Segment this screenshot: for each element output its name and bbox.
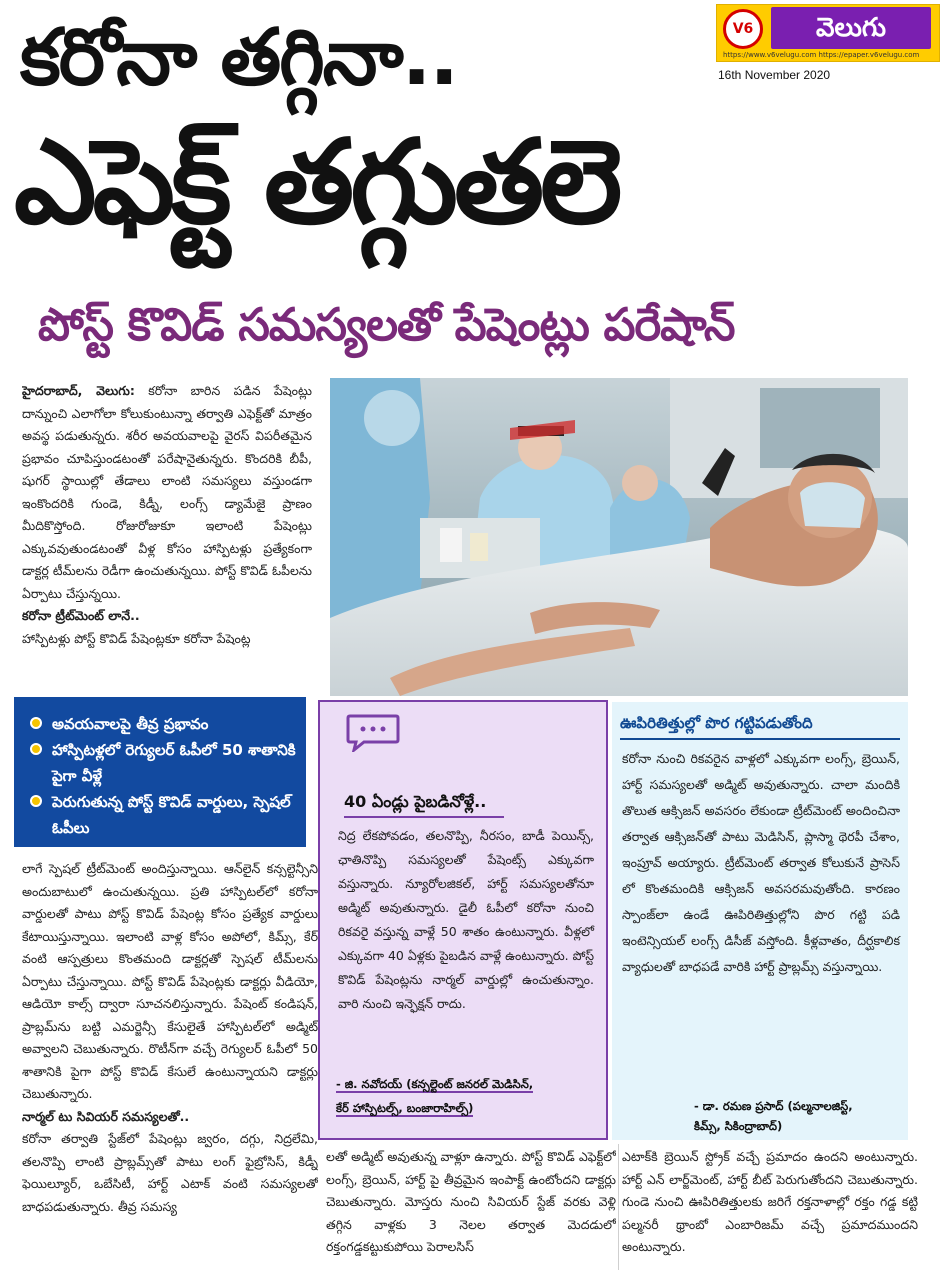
side-panel-body: కరోనా నుంచి రికవరైన వాళ్లలో ఎక్కువగా లంగ్స్, బ్రెయిన్, హార్ట్ సమస్యలతో అడ్మిట్ అవుతున్నారు. చాలా మందికి తొలుత ఆక్సిజన్ అవసరం లేకుండా ట్రీట్​మెంట్ అందించినా తర్వాత ఆక్సిజన్​తో పాటు మెడిసిన్, ప్లాస్మా థెరపీ చేశాం, ఇంప్రూవ్ అయ్యారు. ట్రీట్​మెంట్ తర్వాత కోలుకునే ప్రాసెస్​లో కొంతమందికి ఆక్సిజన్ అవసరమవుతోంది. కారణం స్పాంజ్​లా ఉండే ఊపిరితిత్తుల్లోని పొర గట్టి పడి ఇంటెన్సియల్ లంగ్స్ డిసీజ్ వస్తోంది. కీళ్లవాతం, దీర్ఘకాలిక వ్యాధులతో బాధపడే వారికి హార్ట్ ప్రాబ్లమ్స్ వస్తున్నాయి. [622, 751, 900, 974]
highlight-item [30, 737, 296, 789]
hospital-photo [330, 378, 908, 696]
chat-bubble-icon [346, 714, 400, 752]
masthead [716, 4, 940, 62]
highlight-text: హాస్పిటళ్లలో రెగ్యులర్ ఓపీలో 50 శాతానికి పైగా వీళ్లే [52, 741, 296, 785]
side-panel-title: ఊపిరితిత్తుల్లో పొర గట్టిపడుతోంది [620, 714, 813, 732]
bullet-icon [30, 717, 42, 729]
quote-body: నిద్ర లేకపోవడం, తలనొప్పి, నీరసం, బాడీ పెయిన్స్, ఛాతినొప్పి సమస్యలతో పేషెంట్స్ ఎక్కువగా వస్తున్నారు. న్యూరోలజికల్, హార్ట్ సమస్యలతోనూ అడ్మిట్ అవుతున్నారు. డైలీ ఓపీలో కరోనా నుంచి రికవరై వస్తున్న వాళ్లే 50 శాతం ఉంటున్నారు. వీళ్లలో ఎక్కువగా 40 ఏళ్లకు పైబడిన వాళ్లే ఉంటున్నారు. పోస్ట్ కొవిడ్ పేషెంట్లను నార్మల్ వార్డుల్లో ఉంచుతున్నాం. వారి నుంచి ఇన్ఫెక్షన్ రాదు. [338, 828, 594, 1011]
quote-author-line-2: కేర్ హాస్పిటల్స్, బంజారాహిల్స్) [336, 1101, 474, 1115]
article-column-middle-bottom: లతో అడ్మిట్ అవుతున్న వాళ్లూ ఉన్నారు. పోస్ట్ కొవిడ్ ఎఫెక్ట్​లో లంగ్స్, బ్రెయిన్, హార్ట్ పై తీవ్రమైన ఇంపాక్ట్ ఉంటోందని డాక్టర్లు చెబుతున్నారు. మోస్తరు నుంచి సివియర్ స్టేజ్ వరకు వెళ్లి తగ్గిన వాళ్లకు 3 నెలల తర్వాత మెదడులో రక్తంగడ్డకట్టుకుపోయి పెరాలసిస్ [326, 1149, 616, 1254]
doctor-quote-box [318, 700, 608, 1140]
subheadline: పోస్ట్ కొవిడ్ సమస్యలతో పేషెంట్లు పరేషాన్ [38, 298, 735, 351]
masthead-urls: https://www.v6velugu.com https://epaper.v6velugu.com [723, 51, 920, 59]
quote-title: 40 ఏండ్లు పైబడినోళ్లే.. [344, 792, 487, 811]
quote-author-line-1: - జి. నవోదయ్ (కన్సల్టెంట్ జనరల్ మెడిసిన్, [336, 1077, 534, 1091]
side-panel-author-line-2: కిమ్స్, సికింద్రాబాద్) [694, 1119, 783, 1133]
article-paragraph-2: హాస్పిటళ్లు పోస్ట్ కొవిడ్ పేషెంట్లకూ కరోనా పేషెంట్ల [22, 630, 251, 646]
highlight-text: పెరుగుతున్న పోస్ట్ కొవిడ్ వార్డులు, స్పెషల్ ఓపీలు [52, 793, 291, 837]
highlight-item [30, 789, 296, 841]
article-paragraph-4: కరోనా తర్వాతి స్టేజ్​లో పేషెంట్లు జ్వరం, దగ్గు, నిద్రలేమి, తలనొప్పి లాంటి ప్రాబ్లమ్స్​తో పాటు లంగ్ ఫైబ్రోసిస్, కిడ్నీ ఫెయిల్యూర్, ఒబేసిటీ, హార్ట్ ఎటాక్ వంటి సమస్యలతో బాధపడుతున్నారు. తీవ్ర సమస్య [22, 1131, 318, 1214]
quote-author [336, 1072, 598, 1120]
article-subhead-treatment: కరోనా ట్రీట్​మెంట్ లానే.. [22, 608, 140, 623]
side-panel-title-underline [620, 738, 900, 740]
highlight-text: అవయవాలపై తీవ్ర ప్రభావం [52, 715, 209, 733]
publication-date: 16th November 2020 [718, 68, 831, 82]
article-paragraph-3: లాగే స్పెషల్ ట్రీట్​మెంట్ అందిస్తున్నాయి. ఆన్​లైన్ కన్సల్టెన్సీని అందుబాటులో ఉంచుతున్నయి. ప్రతి హాస్పిటల్​లో కరోనా వార్డులతో పాటు పోస్ట్ కొవిడ్ పేషెంట్ల కోసం ప్రత్యేక వార్డులు కేటాయిస్తున్నాయి. ఇలాంటి వాళ్ల కోసం అపోలో, కిమ్స్, కేర్ వంటి ఆస్పత్రులు కొంతమంది డాక్టర్లతో స్పెషల్ టీమ్​లను ఏర్పాటు చేస్తున్నాయి. పోస్ట్ కొవిడ్ పేషెంట్లకు డాక్టర్లు వీడియో, ఆడియో కాల్స్ ద్వారా సూచనలిస్తున్నారు. పేషెంట్ కండిషన్, ప్రాబ్లమ్​ను బట్టి ఎమర్జెన్సీ కేసులైతే హాస్పిటల్​లో అడ్మిట్ అవ్వాలని చెబుతున్నారు. రొటీన్​గా వచ్చే రెగ్యులర్ ఓపీలో 50 శాతానికి పైగా పోస్ట్ కొవిడ్ కేసులే ఉంటున్నాయని డాక్టర్లు చెబుతున్నారు. [22, 861, 318, 1101]
article-column-left-top [22, 380, 312, 685]
column-divider [618, 1144, 619, 1270]
highlight-item [30, 711, 296, 737]
article-dateline: హైదరాబాద్, వెలుగు: [22, 383, 135, 398]
headline-line-1: కరోనా తగ్గినా.. [20, 13, 457, 103]
pulmonologist-side-panel [612, 702, 908, 1140]
highlights-box [14, 697, 306, 847]
quote-title-underline [344, 816, 504, 818]
article-column-right-bottom: ఎటాక్​కి బ్రెయిన్ స్ట్రోక్ వచ్చే ప్రమాదం ఉందని అంటున్నారు. హార్ట్ ఎన్ లార్జ్​మెంట్, హార్ట్ బీట్ పెరుగుతోందని చెబుతున్నారు. గుండె నుంచి ఊపిరితిత్తులకు జరిగే రక్తనాళాల్లో రక్తం గడ్డ కట్టి పల్మనరీ థ్రాంబో ఎంబారిజమ్ వచ్చే ప్రమాదముందని అంటున్నారు. [622, 1149, 918, 1254]
v6-logo-badge: V6 [723, 9, 763, 49]
side-panel-author [694, 1096, 904, 1136]
article-column-left-bottom [22, 858, 318, 1270]
headline-line-2: ఎఫెక్ట్ తగ్గుతలె [14, 115, 619, 250]
hospital-scene-illustration [330, 378, 908, 696]
article-lead-paragraph: కరోనా బారిన పడిన పేషెంట్లు దాన్నుంచి ఎలాగోలా కోలుకుంటున్నా తర్వాతి ఎఫెక్ట్​తో మాత్రం అవస్థ పడుతున్నరు. శరీర అవయవాలపై వైరస్ విపరీతమైన ప్రభావం చూపిస్తుండటంతో పరేషానైతున్నరు. కొందరికి బీపీ, షుగర్ స్థాయిల్లో తేడాలు లాంటి సమస్యలు వస్తుండగా ఇంకొందరికి గుండె, కిడ్నీ, లంగ్స్ డ్యామేజై ప్రాణం మీదికొస్తోంది. రోజురోజుకూ ఇలాంటి పేషెంట్లు ఎక్కువవుతుండటంతో వీళ్ల కోసం హాస్పిటళ్లు ప్రత్యేకంగా డాక్టర్ల టీమ్​లను రెడీగా ఉంచుతున్నయి. పోస్ట్ కొవిడ్ ఓపీలను ఏర్పాటు చేస్తున్నయి. [22, 383, 312, 601]
side-panel-author-line-1: - డా. రమణ ప్రసాద్ (పల్మనాలజిస్ట్, [694, 1099, 853, 1113]
bullet-icon [30, 743, 42, 755]
bullet-icon [30, 795, 42, 807]
velugu-brand-name: వెలుగు [771, 7, 931, 49]
article-subhead-severity: నార్మల్ టు సివియర్ సమస్యలతో.. [22, 1108, 190, 1124]
